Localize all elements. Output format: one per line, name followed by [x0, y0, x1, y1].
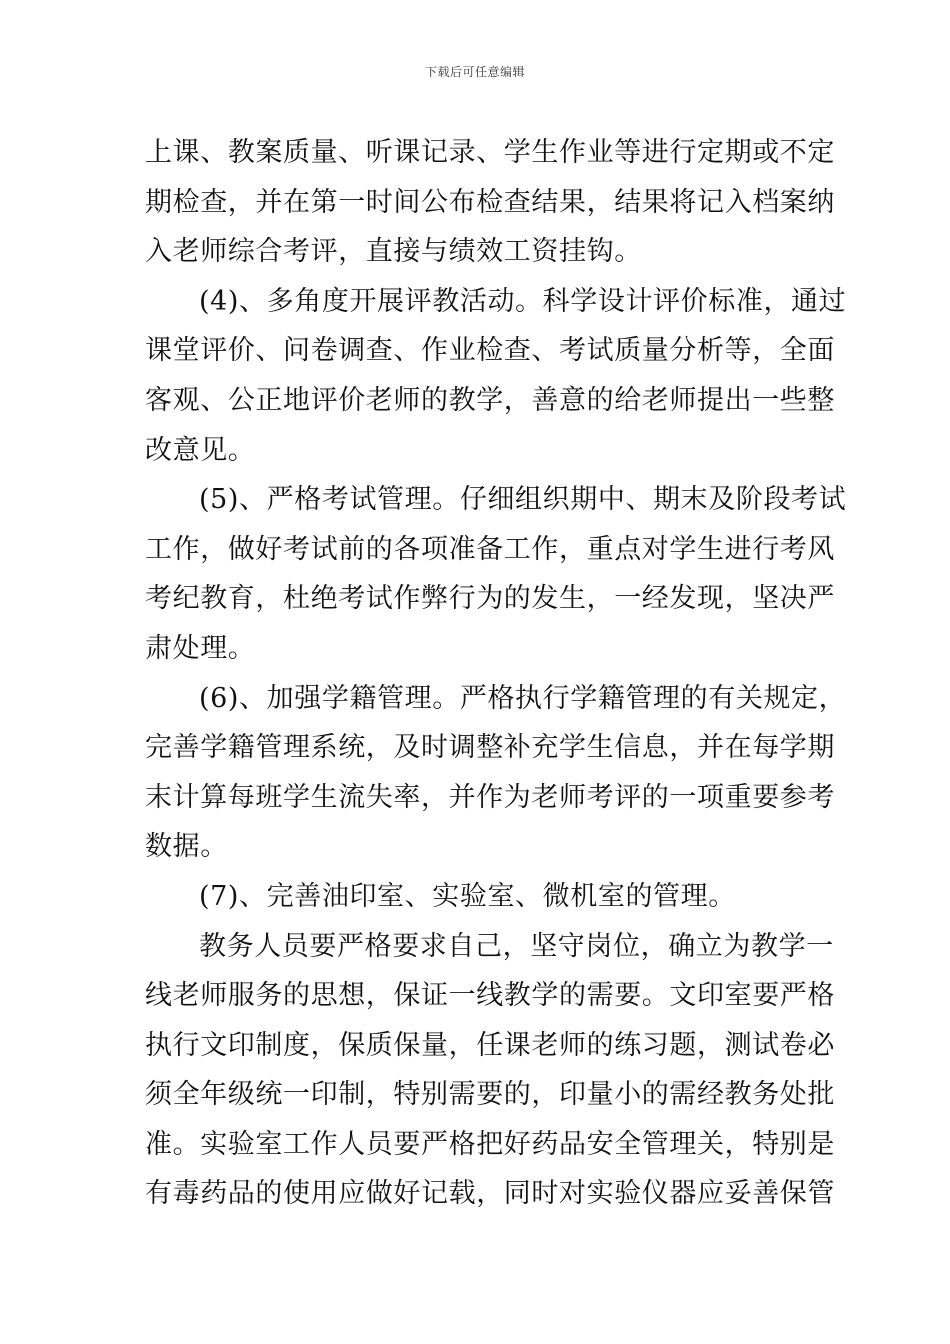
text-line: 肃处理。 — [145, 632, 256, 664]
text-line: 线老师服务的思想，保证一线教学的需要。文印室要严格 — [145, 980, 835, 1012]
text-line: 工作，做好考试前的各项准备工作，重点对学生进行考风 — [145, 533, 835, 565]
text-line: 入老师综合考评，直接与绩效工资挂钩。 — [145, 236, 642, 268]
paragraph-start-line: (5)、严格考试管理。仔细组织期中、期末及阶段考试 — [199, 484, 847, 516]
text-line: 执行文印制度，保质保量，任课老师的练习题，测试卷必 — [145, 1029, 835, 1061]
paragraph-start-line: (7)、完善油印室、实验室、微机室的管理。 — [199, 880, 736, 912]
page-header: 下载后可任意编辑 — [424, 65, 525, 79]
paragraph-start-line: (6)、加强学籍管理。严格执行学籍管理的有关规定， — [199, 682, 847, 714]
text-line: 准。实验室工作人员要严格把好药品安全管理关，特别是 — [145, 1128, 835, 1160]
text-line: 须全年级统一印制，特别需要的，印量小的需经教务处批 — [145, 1079, 835, 1111]
text-line: 末计算每班学生流失率，并作为老师考评的一项重要参考 — [145, 781, 835, 813]
text-line: 改意见。 — [145, 434, 256, 466]
text-line: 期检查，并在第一时间公布检查结果，结果将记入档案纳 — [145, 186, 835, 218]
text-line: 考纪教育，杜绝考试作弊行为的发生，一经发现，坚决严 — [145, 583, 835, 615]
document-body — [145, 128, 847, 1219]
text-line: 数据。 — [145, 831, 228, 863]
paragraph-start-line: 教务人员要严格要求自己，坚守岗位，确立为教学一 — [199, 930, 834, 962]
text-line: 完善学籍管理系统，及时调整补充学生信息，并在每学期 — [145, 732, 835, 764]
text-line: 有毒药品的使用应做好记载，同时对实验仪器应妥善保管 — [145, 1178, 835, 1210]
text-line: 客观、公正地评价老师的教学，善意的给老师提出一些整 — [145, 384, 835, 416]
paragraph-start-line: (4)、多角度开展评教活动。科学设计评价标准，通过 — [199, 285, 847, 317]
text-line: 课堂评价、问卷调查、作业检查、考试质量分析等，全面 — [145, 335, 835, 367]
text-line: 上课、教案质量、听课记录、学生作业等进行定期或不定 — [145, 137, 835, 168]
